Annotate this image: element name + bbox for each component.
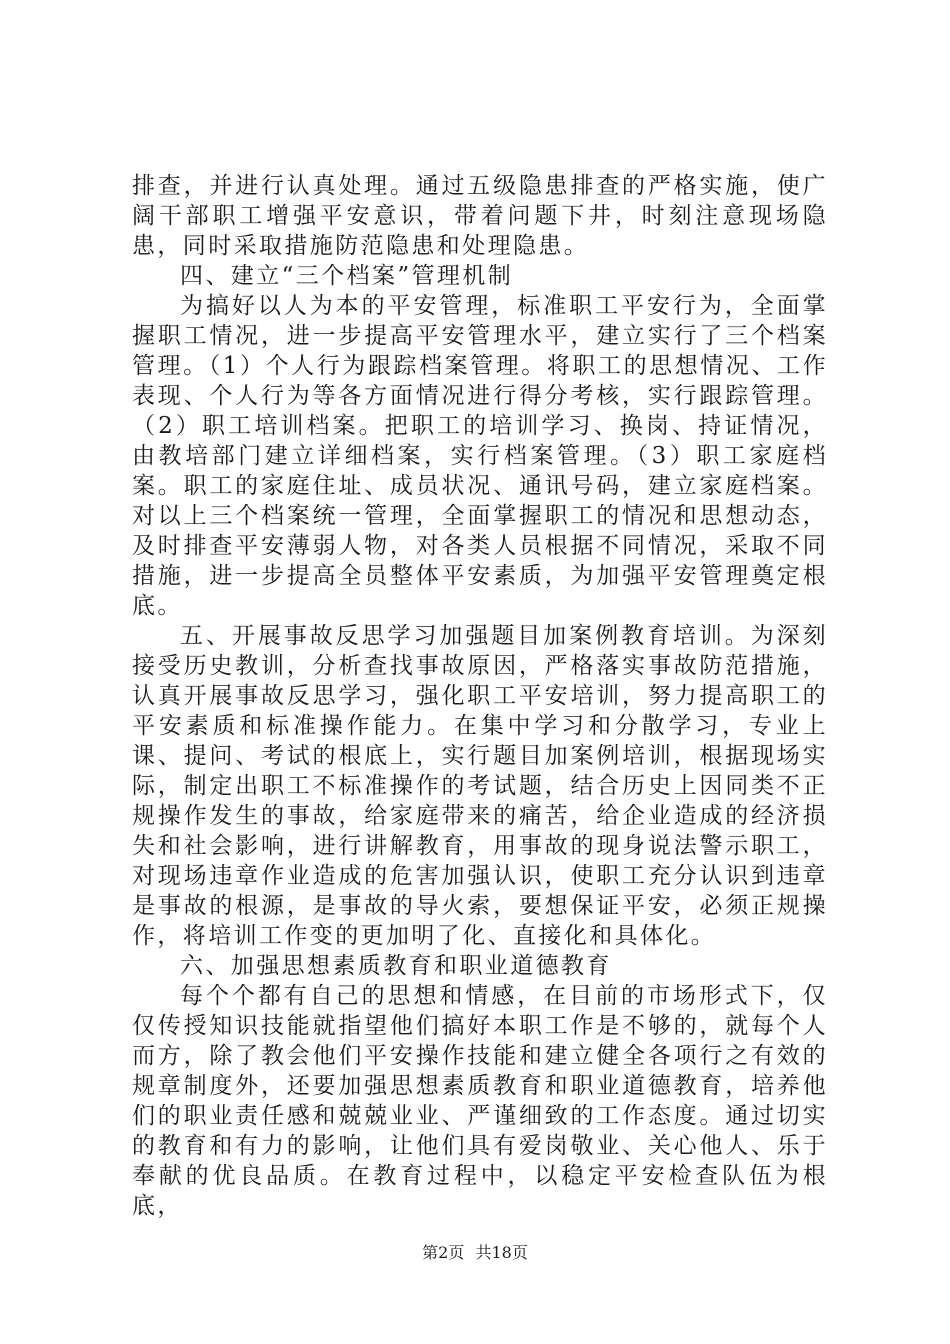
page-number: 第2页 [422, 1243, 465, 1262]
paragraph-accident-reflection: 五、开展事故反思学习加强题目加案例教育培训。为深刻接受历史教训，分析查找事故原因，严格落实事故防范措施，认真开展事故反思学习，强化职工平安培训，努力提高职工的平安素质和标准操作能力。在集中学习和分散学习，专业上课、提问、考试的根底上，实行题目加案例培训，根据现场实际，制定出职工不标准操作的考试题，结合历史上因同类不正规操作发生的事故，给家庭带来的痛苦，给企业造成的经济损失和社会影响，进行讲解教育，用事故的现身说法警示职工，对现场违章作业造成的危害加强认识，使职工充分认识到违章是事故的根源，是事故的导火索，要想保证平安，必须正规操作，将培训工作变的更加明了化、直接化和具体化。 [132, 623, 828, 949]
heading-four-archives: 四、建立“三个档案”管理机制 [180, 263, 514, 289]
heading-six-ethics: 六、加强思想素质教育和职业道德教育 [180, 953, 612, 979]
page-total: 共18页 [475, 1243, 528, 1262]
document-body [132, 171, 828, 1221]
page-footer [0, 1240, 950, 1263]
paragraph-archives: 为搞好以人为本的平安管理，标准职工平安行为，全面掌握职工情况，进一步提高平安管理水平，建立实行了三个档案管理。（1）个人行为跟踪档案管理。将职工的思想情况、工作表现、个人行为等各方面情况进行得分考核，实行跟踪管理。（2）职工培训档案。把职工的培训学习、换岗、持证情况，由教培部门建立详细档案，实行档案管理。（3）职工家庭档案。职工的家庭住址、成员状况、通讯号码，建立家庭档案。对以上三个档案统一管理，全面掌握职工的情况和思想动态，及时排查平安薄弱人物，对各类人员根据不同情况，采取不同措施，进一步提高全员整体平安素质，为加强平安管理奠定根底。 [132, 293, 828, 619]
paragraph-hazard-check: 排查，并进行认真处理。通过五级隐患排查的严格实施，使广阔干部职工增强平安意识，带着问题下井，时刻注意现场隐患，同时采取措施防范隐患和处理隐患。 [132, 173, 828, 259]
paragraph-ethics-education: 每个个都有自己的思想和情感，在目前的市场形式下，仅仅传授知识技能就指望他们搞好本职工作是不够的，就每个人而方，除了教会他们平安操作技能和建立健全各项行之有效的规章制度外，还要加强思想素质教育和职业道德教育，培养他们的职业责任感和兢兢业业、严谨细致的工作态度。通过切实的教育和有力的影响，让他们具有爱岗敬业、关心他人、乐于奉献的优良品质。在教育过程中，以稳定平安检查队伍为根底， [132, 983, 828, 1219]
